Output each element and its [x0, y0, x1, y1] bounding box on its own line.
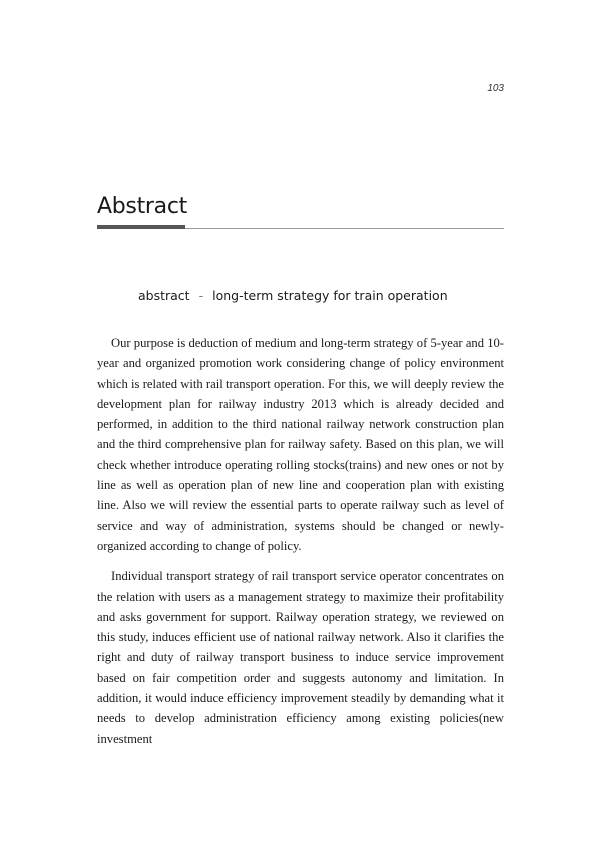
- subtitle-separator: -: [198, 288, 204, 303]
- section-heading: Abstract: [97, 194, 187, 219]
- body-paragraph: Individual transport strategy of rail transport service operator concentrates on the relation with users as a management strategy to maximize their profitability and asks government for support. Railway operation strategy, we reviewed on this study, induces efficient use of national railway network. Also it clarifies the right and duty of railway transport business to induce service improvement based on fair competition order and suggests autonomy and limitation. In addition, it would induce efficiency improvement steadily by demanding what it needs to develop administration efficiency among existing policies(new investment: [97, 569, 504, 746]
- heading-divider-accent: [97, 225, 185, 229]
- subtitle-label: abstract: [138, 288, 190, 303]
- body-paragraph: Our purpose is deduction of medium and long-term strategy of 5-year and 10-year and organized promotion work considering change of policy environment which is related with rail transport operation. For this, we will deeply review the development plan for railway industry 2013 which is already decided and performed, in addition to the third national railway network construction plan and the third comprehensive plan for railway safety. Based on this plan, we will check whether introduce operating rolling stocks(trains) and new ones or not by line as well as operation plan of new line and cooperation plan with existing line. Also we will review the essential parts to operate railway such as level of service and way of administration, systems should be changed or newly-organized according to change of policy.: [97, 336, 504, 553]
- abstract-body: [97, 333, 504, 759]
- page-number: 103: [487, 83, 504, 94]
- subtitle-topic: long-term strategy for train operation: [212, 288, 448, 303]
- abstract-subtitle: [138, 288, 478, 303]
